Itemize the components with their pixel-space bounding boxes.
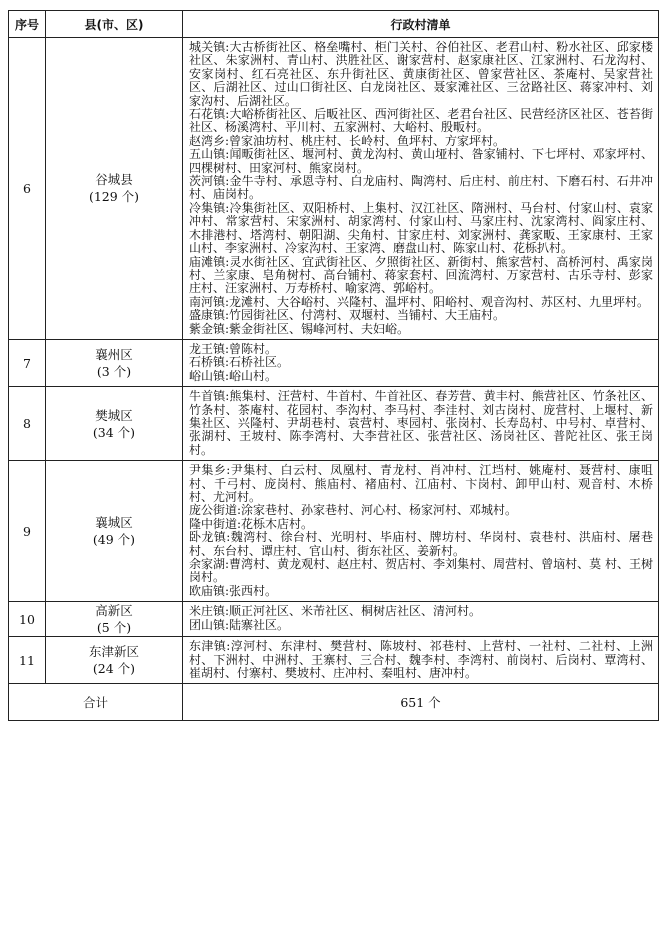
village-list-cell (183, 387, 659, 461)
village-list-cell (183, 339, 659, 386)
town-entry: 米庄镇:顺正河社区、米芾社区、桐树店社区、清河村。 (189, 604, 482, 619)
county-cell (46, 339, 183, 386)
town-entry: 石花镇:大峪桥街社区、后畈社区、西河街社区、老君台社区、民营经济区社区、苍苔街社区、杨溪湾村、平川村、五家洲村、大峪村、殷畈村。 (189, 107, 653, 135)
town-entry: 紫金镇:紫金街社区、锡峰河村、夫妇峪。 (189, 321, 410, 336)
county-count: (129 个) (88, 189, 140, 205)
town-entry: 盛康镇:竹园街社区、付湾村、双堰村、当铺村、大王庙村。 (189, 308, 506, 323)
village-list-cell (183, 38, 659, 340)
county-name: 襄城区 (95, 515, 133, 531)
town-entry: 冷集镇:冷集街社区、双阳桥村、上集村、汉江社区、隋洲村、马台村、付家山村、袁家冲村、常家营村、宋家洲村、胡家湾村、付家山村、马家庄村、沈家湾村、阎家庄村、木排港村、塔湾村、朝阳湖、尖角村、甘家庄村、刘家洲村、龚家畈、王家康村、王家山村、李家洲村、冷家沟村、王家湾、磨盘山村、陈家山村、花栎扒村。 (189, 200, 653, 256)
row-index: 7 (9, 339, 46, 386)
county-name: 东津新区 (88, 644, 139, 660)
town-entry: 余家湖:曹湾村、黄龙观村、赵庄村、贺店村、李刘集村、周营村、曾垴村、莫 村、王树岗村。 (189, 557, 653, 585)
county-count: (3 个) (96, 364, 132, 380)
town-entry: 赵湾乡:曾家油坊村、桃庄村、长岭村、鱼坪村、方家坪村。 (189, 133, 506, 148)
town-entry: 五山镇:闻畈街社区、堰河村、黄龙沟村、黄山垭村、昝家铺村、下七坪村、邓家坪村、四棵树村、田家河村、熊家岗村。 (189, 147, 653, 175)
county-cell (46, 461, 183, 602)
county-cell (46, 602, 183, 637)
county-count: (49 个) (92, 532, 136, 548)
county-count: (5 个) (96, 620, 132, 636)
village-list-table (8, 10, 659, 721)
town-entry: 牛首镇:熊集村、汪营村、牛首村、牛首社区、春芳营、黄丰村、熊营社区、竹条社区、竹条村、茶庵村、花园村、李沟村、李马村、李洼村、刘古岗村、庞营村、上堰村、新集社区、兴隆村、尹胡巷村、袁营村、枣园村、张岗村、长寿岛村、中号村、卓营村、张湖村、王坡村、陈李湾村、大李营社区、张营社区、汤岗社区、普陀社区、张王岗村。 (189, 389, 653, 457)
row-index: 6 (9, 38, 46, 340)
county-cell (46, 387, 183, 461)
header-villages: 行政村清单 (183, 11, 659, 38)
town-entry: 庞公街道:涂家巷村、孙家巷村、河心村、杨家河村、邓城村。 (189, 503, 518, 518)
town-entry: 茨河镇:金牛寺村、承恩寺村、白龙庙村、陶湾村、后庄村、前庄村、下磨石村、石井冲村、庙岗村。 (189, 174, 653, 202)
town-entry: 东津镇:淳河村、东津村、樊营村、陈坡村、祁巷村、上营村、一社村、二社村、上洲村、下洲村、中洲村、王寨村、三合村、魏李村、李湾村、前岗村、后岗村、覃湾村、崔胡村、付寨村、樊坡村、庄冲村、秦咀村、唐冲村。 (189, 639, 653, 681)
town-entry: 隆中街道:花栎木店村。 (189, 516, 314, 531)
table-row (9, 387, 659, 461)
county-cell (46, 38, 183, 340)
county-count: (34 个) (92, 424, 136, 440)
county-name: 襄州区 (95, 347, 133, 363)
table-row (9, 602, 659, 637)
header-county: 县(市、区) (46, 11, 183, 38)
table-row (9, 339, 659, 386)
table-row (9, 461, 659, 602)
county-count: (24 个) (92, 661, 136, 677)
row-index: 9 (9, 461, 46, 602)
town-entry: 城关镇:大古桥街社区、格垒嘴村、柜门关村、谷伯社区、老君山村、粉水社区、邱家楼社区、朱家洲村、青山村、洪胜社区、谢家营村、赵家康社区、江家洲村、石龙沟村、安家岗村、红石亮社区、东升街社区、黄康街社区、曾家营社区、茶庵村、吴家营社区、后湖社区、过山口街社区、白龙岗社区、聂家滩社区、三岔路社区、蒋家冲村、刘家沟村、后湖社区。 (189, 40, 653, 108)
town-entry: 峪山镇:峪山村。 (189, 368, 278, 383)
table-row (9, 637, 659, 684)
town-entry: 石桥镇:石桥社区。 (189, 355, 290, 370)
town-entry: 团山镇:陆寨社区。 (189, 617, 290, 632)
total-value: 651 个 (183, 684, 659, 721)
row-index: 8 (9, 387, 46, 461)
table-header-row (9, 11, 659, 38)
town-entry: 南河镇:龙滩村、大谷峪村、兴隆村、温坪村、阳峪村、观音沟村、苏区村、九里坪村。 (189, 294, 650, 309)
row-index: 10 (9, 602, 46, 637)
town-entry: 龙王镇:曾陈村。 (189, 341, 278, 356)
total-label: 合计 (9, 684, 183, 721)
row-index: 11 (9, 637, 46, 684)
county-name: 谷城县 (95, 172, 133, 188)
town-entry: 欧庙镇:张西村。 (189, 583, 278, 598)
header-index: 序号 (9, 11, 46, 38)
table-row (9, 38, 659, 340)
county-name: 樊城区 (95, 407, 133, 423)
county-cell (46, 637, 183, 684)
town-entry: 卧龙镇:魏湾村、徐台村、光明村、毕庙村、牌坊村、华岗村、袁巷村、洪庙村、屠巷村、东台村、谭庄村、官山村、街东社区、姜新村。 (189, 530, 653, 558)
town-entry: 尹集乡:尹集村、白云村、凤凰村、青龙村、肖冲村、江垱村、姚庵村、聂营村、康咀村、千弓村、庞岗村、熊庙村、褚庙村、江庙村、卞岗村、卸甲山村、观音村、木桥村、尤河村。 (189, 463, 653, 504)
total-row (9, 684, 659, 721)
village-list-cell (183, 461, 659, 602)
county-name: 高新区 (95, 603, 133, 619)
village-list-cell (183, 602, 659, 637)
town-entry: 庙滩镇:灵水街社区、宜武街社区、夕照街社区、新街村、熊家营村、高桥河村、禹家岗村、兰家康、皂角树村、高台铺村、蒋家套村、回流湾村、万家营村、古乐寺村、彭家庄村、汪家洲村、万寿桥村、喻家湾、郭峪村。 (189, 254, 653, 296)
village-list-cell (183, 637, 659, 684)
